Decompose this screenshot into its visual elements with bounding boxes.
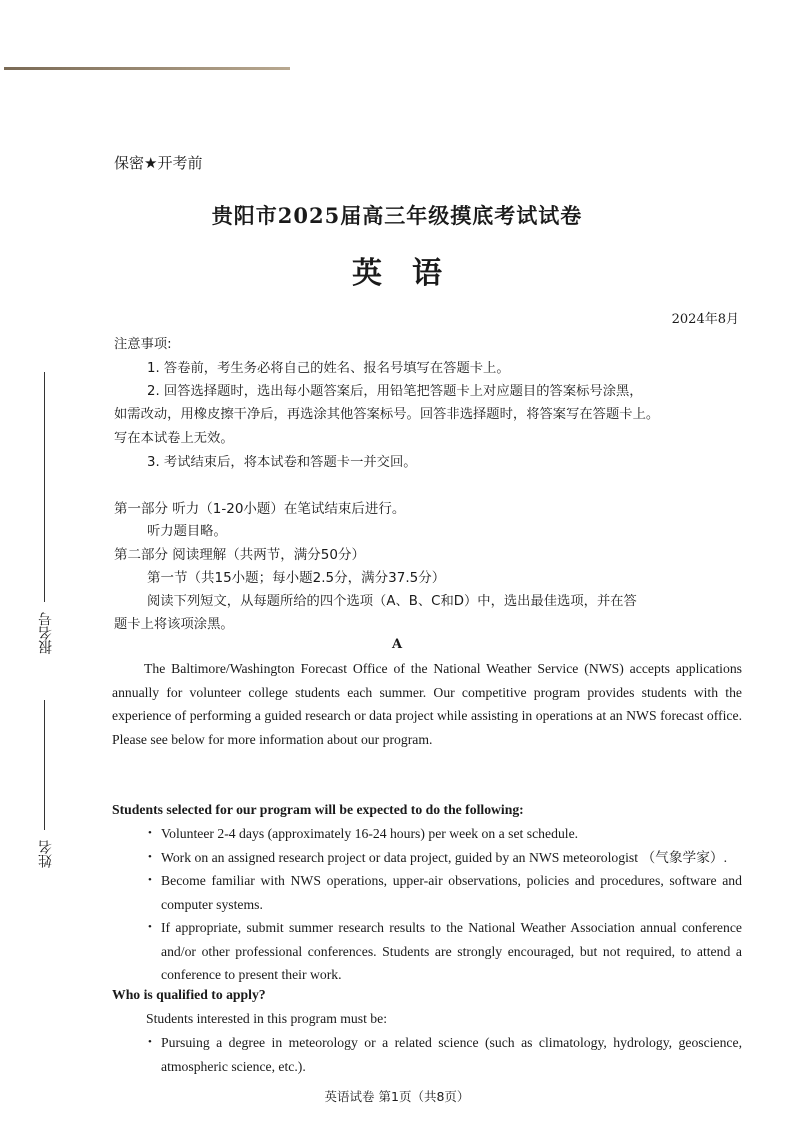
name-label: 姓名 [38, 840, 54, 868]
qualification-heading: Who is qualified to apply? [112, 987, 266, 1002]
list-item: • Work on an assigned research project or data project, guided by an NWS meteorologist （气象学家）. [148, 846, 742, 870]
requirements-list [148, 822, 742, 987]
list-item: • If appropriate, submit summer research results to the National Weather Association annual conference and/or other professional conferences. Students are strongly encouraged, but not required, to attend a conference to present their work. [148, 916, 742, 987]
qualification-list [148, 1031, 742, 1078]
secret-label: 保密★开考前 [114, 154, 203, 172]
part1-note: 听力题目略。 [147, 524, 227, 539]
page-footer: 英语试卷 第1页（共8页） [324, 1089, 470, 1104]
section1-heading: 第一节（共15小题；每小题2.5分，满分37.5分） [147, 570, 446, 586]
list-item: • Pursuing a degree in meteorology or a related science (such as climatology, hydrology, geoscience, atmospheric science, etc.). [148, 1031, 742, 1078]
passage-label: A [391, 637, 403, 652]
list-item: • Become familiar with NWS operations, upper-air observations, policies and procedures, software and computer systems. [148, 869, 742, 916]
notice-heading: 注意事项: [114, 337, 172, 352]
notice-item-3: 3. 考试结束后，将本试卷和答题卡一并交回。 [147, 455, 417, 470]
exam-title: 贵阳市2025届高三年级摸底考试试卷 [211, 203, 583, 228]
directions-line-1: 阅读下列短文，从每题所给的四个选项（A、B、C和D）中，选出最佳选项，并在答 [147, 594, 637, 609]
qualification-intro: Students interested in this program must be: [146, 1011, 388, 1026]
exam-number-label: 报名号 [38, 612, 54, 654]
name-line [44, 700, 45, 830]
list-item: • Volunteer 2-4 days (approximately 16-24 hours) per week on a set schedule. [148, 822, 742, 846]
top-border-rule [4, 67, 290, 70]
notice-item-1: 1. 答卷前，考生务必将自己的姓名、报名号填写在答题卡上。 [147, 361, 510, 376]
requirements-heading: Students selected for our program will be expected to do the following: [112, 802, 524, 817]
exam-date: 2024年8月 [671, 312, 739, 327]
passage-intro: The Baltimore/Washington Forecast Office of the National Weather Service (NWS) accepts applications annually for volunteer college students each summer. Our competitive program provides students with the experience of performing a guided research or data project while assisting in operations at an NWS forecast office. Please see below for more information about our program. [112, 661, 742, 747]
notice-item-2-cont: 如需改动，用橡皮擦干净后，再选涂其他答案标号。回答非选择题时，将答案写在答题卡上。 [114, 407, 660, 422]
directions-line-2: 题卡上将该项涂黑。 [114, 617, 234, 632]
part2-heading: 第二部分 阅读理解（共两节，满分50分） [114, 547, 365, 563]
notice-item-2: 2. 回答选择题时，选出每小题答案后，用铅笔把答题卡上对应题目的答案标号涂黑， [147, 384, 643, 399]
subject-title: 英语 [352, 256, 472, 291]
part1-heading: 第一部分 听力（1-20小题）在笔试结束后进行。 [114, 501, 406, 517]
notice-item-2-end: 写在本试卷上无效。 [114, 431, 234, 446]
exam-number-line [44, 372, 45, 602]
